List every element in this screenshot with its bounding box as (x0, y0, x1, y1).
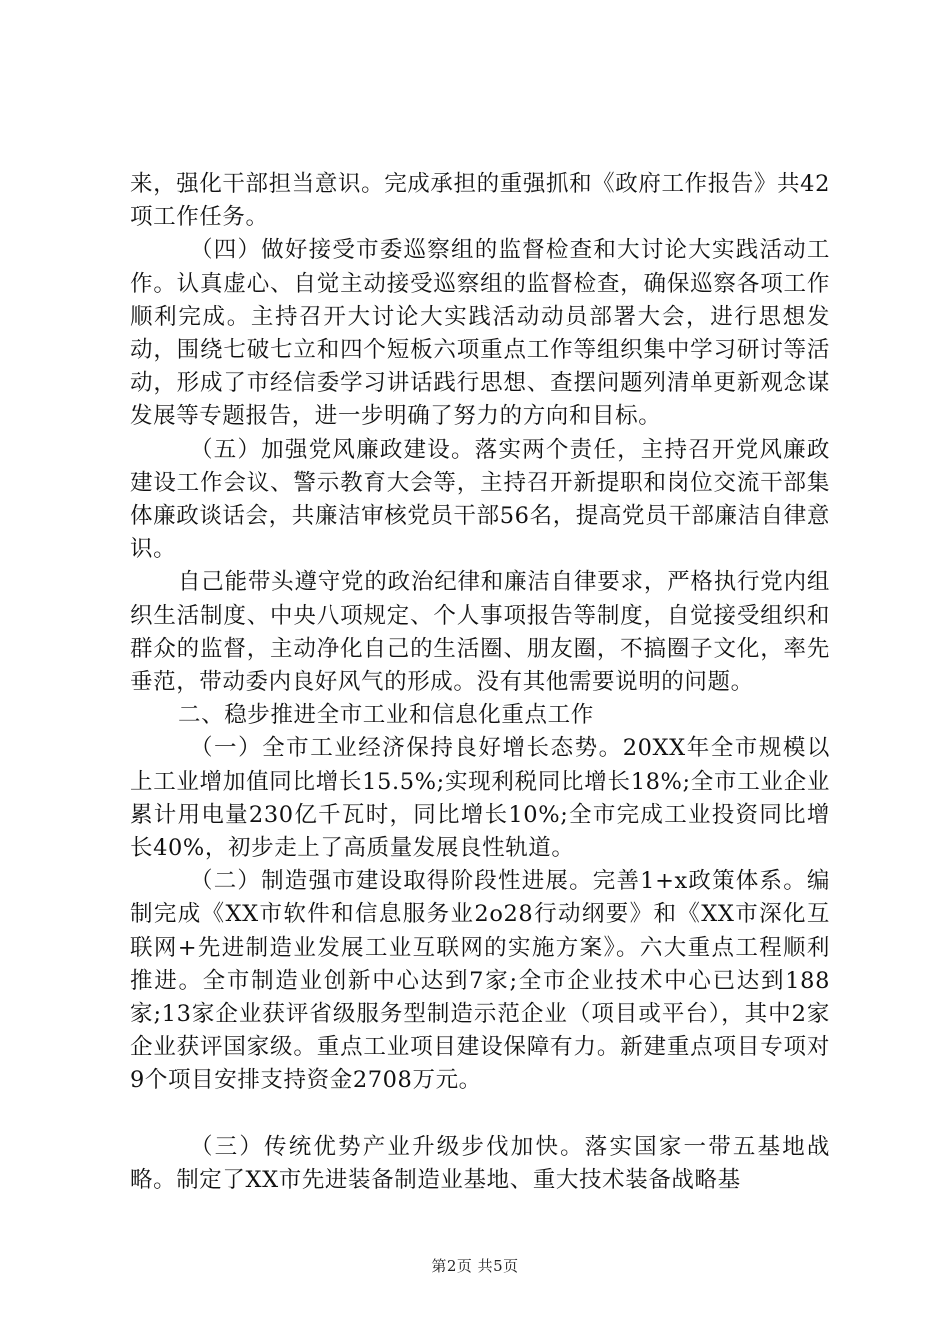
paragraph-subsection-3: （三）传统优势产业升级步伐加快。落实国家一带五基地战略。制定了XX市先进装备制造业基地、重大技术装备战略基 (130, 1133, 830, 1193)
document-body (130, 168, 830, 1197)
paragraph-subsection-1: （一）全市工业经济保持良好增长态势。20XX年全市规模以上工业增加值同比增长15.5%;实现利税同比增长18%;全市工业企业累计用电量230亿千瓦时，同比增长10%;全市完成工业投资同比增长40%，初步走上了高质量发展良性轨道。 (130, 735, 830, 862)
paragraph-continuation: 来，强化干部担当意识。完成承担的重强抓和《政府工作报告》共42项工作任务。 (130, 171, 830, 231)
paragraph-section-5: （五）加强党风廉政建设。落实两个责任，主持召开党风廉政建设工作会议、警示教育大会等，主持召开新提职和岗位交流干部集体廉政谈话会，共廉洁审核党员干部56名，提高党员干部廉洁自律意识。 (130, 436, 830, 563)
page-number-footer: 第2页 共5页 (431, 1257, 519, 1275)
paragraph-subsection-2: （二）制造强市建设取得阶段性进展。完善1+x政策体系。编制完成《XX市软件和信息服务业2o28行动纲要》和《XX市深化互联网+先进制造业发展工业互联网的实施方案》。六大重点工程顺利推进。全市制造业创新中心达到7家;全市企业技术中心已达到188家;13家企业获评省级服务型制造示范企业（项目或平台），其中2家企业获评国家级。重点工业项目建设保障有力。新建重点项目专项对9个项目安排支持资金2708万元。 (130, 868, 830, 1094)
paragraph-self-statement: 自己能带头遵守党的政治纪律和廉洁自律要求，严格执行党内组织生活制度、中央八项规定、个人事项报告等制度，自觉接受组织和群众的监督，主动净化自己的生活圈、朋友圈，不搞圈子文化，率先垂范，带动委内良好风气的形成。没有其他需要说明的问题。 (130, 569, 830, 696)
heading-part-2: 二、稳步推进全市工业和信息化重点工作 (178, 702, 594, 729)
paragraph-section-4: （四）做好接受市委巡察组的监督检查和大讨论大实践活动工作。认真虚心、自觉主动接受巡察组的监督检查，确保巡察各项工作顺利完成。主持召开大讨论大实践活动动员部署大会，进行思想发动，围绕七破七立和四个短板六项重点工作等组织集中学习研讨等活动，形成了市经信委学习讲话践行思想、查摆问题列清单更新观念谋发展等专题报告，进一步明确了努力的方向和目标。 (130, 237, 830, 430)
